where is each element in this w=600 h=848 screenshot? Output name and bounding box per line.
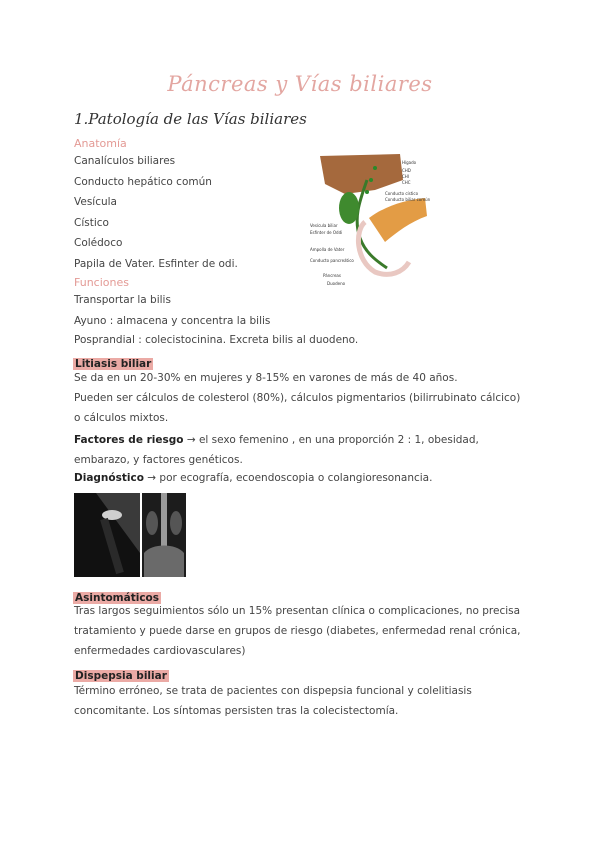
anatomia-item: Colédoco <box>74 237 123 249</box>
diagram-label-chd: CHD <box>402 168 411 173</box>
litiasis-text: Se da en un 20-30% en mujeres y 8-15% en varones de más de 40 años. <box>74 372 458 384</box>
duct-junction-dot <box>369 178 373 182</box>
anatomia-item: Papila de Vater. Esfinter de odi. <box>74 258 238 270</box>
diagnosis-label: Diagnóstico <box>74 472 144 484</box>
asintomaticos-text: Tras largos seguimientos sólo un 15% presentan clínica o complicaciones, no precisa tratamiento y puede darse en grupos de riesgo (diabetes, enfermedad renal crónica, enfermedades cardiovasculares) <box>74 605 521 657</box>
diagram-label-ampolla: Ampolla de Vater <box>310 247 345 252</box>
diagram-label-chc: CHC <box>402 180 411 185</box>
diagnosis-text: → por ecografía, ecoendoscopia o colangioresonancia. <box>147 472 433 484</box>
diagram-label-pancreatico: Conducto pancreático <box>310 258 354 263</box>
dispepsia-text: Término erróneo, se trata de pacientes con dispepsia funcional y colelitiasis concomitante. Los síntomas persisten tras la colecistectomía. <box>74 685 472 717</box>
xray-image <box>142 493 186 577</box>
diagram-label-cistico: Conducto cístico <box>385 191 419 196</box>
anatomia-item: Vesícula <box>74 196 117 208</box>
anatomia-item: Cístico <box>74 217 109 229</box>
dispepsia-heading: Dispepsia biliar <box>75 670 167 682</box>
risk-factors-text: → el sexo femenino , en una proporción 2 : 1, obesidad, embarazo, y factores genéticos. <box>74 434 479 466</box>
anatomia-item: Canalículos biliares <box>74 155 176 167</box>
diagram-label-vesicula: Vesícula biliar <box>310 223 338 228</box>
diagram-label-duodeno: Duodeno <box>327 281 346 286</box>
litiasis-heading: Litiasis biliar <box>75 358 152 370</box>
risk-factors-paragraph <box>74 430 524 470</box>
diagram-label-biliar-comun: Conducto biliar común <box>385 197 431 202</box>
diagram-label-pancreas: Páncreas <box>323 273 341 278</box>
diagnosis-line <box>74 472 432 484</box>
anatomia-item: Conducto hepático común <box>74 176 212 188</box>
funciones-item: Transportar la bilis <box>74 294 171 306</box>
liver-shape <box>320 154 403 194</box>
risk-factors-label: Factores de riesgo <box>74 434 184 446</box>
litiasis-text: Pueden ser cálculos de colesterol (80%), cálculos pigmentarios (bilirrubinato cálcico) o cálculos mixtos. <box>74 392 521 424</box>
biliary-anatomy-diagram <box>305 150 440 290</box>
diagram-label-chi: CHI <box>402 174 409 179</box>
page-title: Páncreas y Vías biliares <box>167 72 433 96</box>
duct-junction-dot <box>373 166 377 170</box>
ultrasound-image <box>74 493 140 577</box>
ultrasound-graphic <box>74 493 140 577</box>
diagram-label-esfinter: Esfínter de Oddi <box>310 230 343 235</box>
asintomaticos-heading: Asintomáticos <box>75 592 160 604</box>
anatomia-heading: Anatomía <box>74 137 127 150</box>
diagram-label-higado: Hígado <box>402 160 417 165</box>
funciones-item: Ayuno : almacena y concentra la bilis <box>74 315 271 327</box>
pancreas-shape <box>369 198 427 242</box>
xray-graphic <box>142 493 186 577</box>
section-heading: 1.Patología de las Vías biliares <box>74 110 307 128</box>
duct-junction-dot <box>365 190 369 194</box>
gallbladder-shape <box>339 192 359 224</box>
funciones-heading: Funciones <box>74 276 129 289</box>
funciones-item: Posprandial : colecistocinina. Excreta bilis al duodeno. <box>74 334 359 346</box>
